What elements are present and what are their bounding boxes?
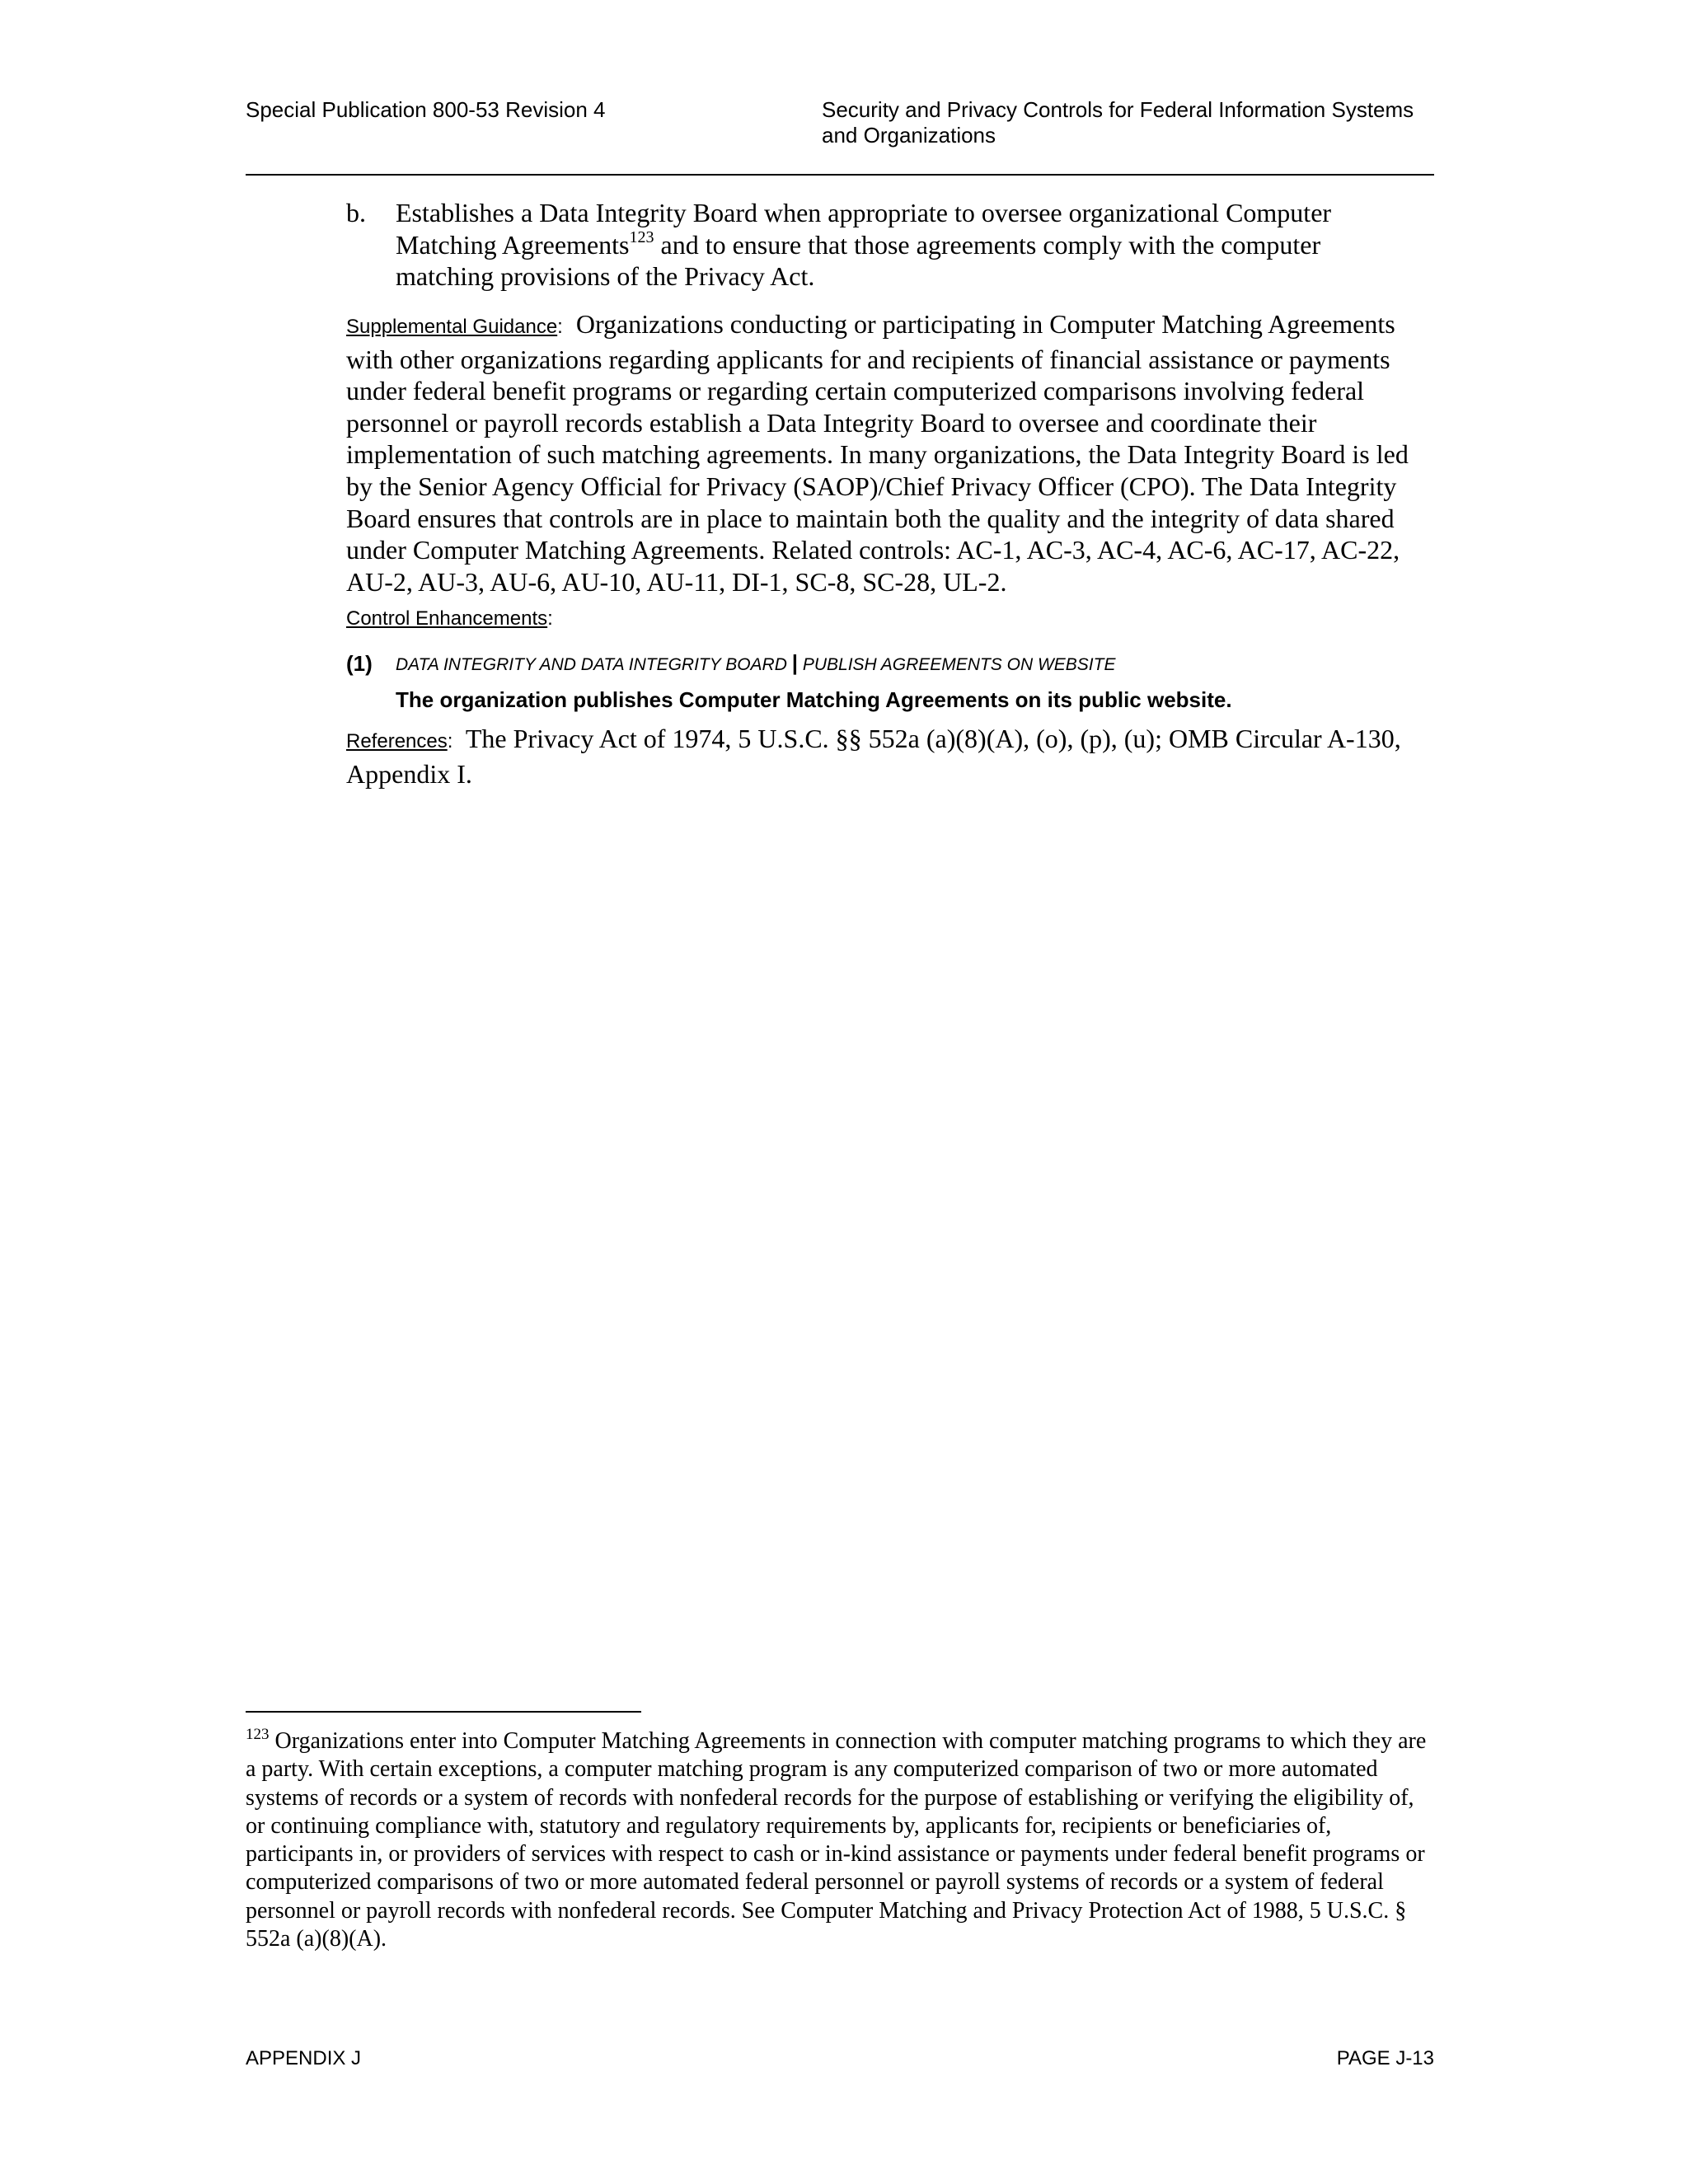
control-enhancement-1	[346, 651, 1434, 713]
item-text-part2: and to ensure that those agreements comply with the computer matching provisions of the Privacy Act.	[396, 229, 1321, 291]
enhancement-title	[396, 651, 1434, 677]
item-text-part1: Establishes a Data Integrity Board when appropriate to oversee organizational Computer Matching Agreements	[396, 198, 1332, 260]
page-number: PAGE J-13	[1336, 2047, 1434, 2069]
supplemental-guidance-text: Organizations conducting or participating in Computer Matching Agreements with other organizations regarding applicants for and recipients of financial assistance or payments under federal benefit programs or regarding certain computerized comparisons involving federal personnel or payroll records establish a Data Integrity Board to oversee and coordinate their implementation of such matching agreements. In many organizations, the Data Integrity Board is led by the Senior Agency Official for Privacy (SAOP)/Chief Privacy Officer (CPO). The Data Integrity Board ensures that controls are in place to maintain both the quality and the integrity of data shared under Computer Matching Agreements. Related controls: AC-1, AC-3, AC-4, AC-6, AC-17, AC-22, AU-2, AU-3, AU-6, AU-10, AU-11, DI-1, SC-8, SC-28, UL-2.	[346, 309, 1409, 597]
running-header-left: Special Publication 800-53 Revision 4	[246, 97, 606, 122]
control-enhancements-label: Control Enhancements	[346, 607, 548, 630]
control-enhancements-heading: Control Enhancements:	[346, 607, 553, 630]
enhancement-title-part1: DATA INTEGRITY AND DATA INTEGRITY BOARD	[396, 655, 787, 674]
item-letter: b.	[346, 198, 366, 227]
footnote-reference: 123	[629, 227, 654, 246]
enhancement-title-separator: |	[791, 650, 799, 675]
footnote-divider	[246, 1711, 641, 1713]
footnote	[246, 1727, 1437, 1953]
header-divider	[246, 174, 1434, 176]
supplemental-guidance: Supplemental Guidance: Organizations conducting or participating in Computer Matching Agreements with other organizations regarding applicants for and recipients of financial assistance or payments under federal benefit programs or regarding certain computerized comparisons involving federal personnel or payroll records establish a Data Integrity Board to oversee and coordinate their implementation of such matching agreements. In many organizations, the Data Integrity Board is led by the Senior Agency Official for Privacy (SAOP)/Chief Privacy Officer (CPO). The Data Integrity Board ensures that controls are in place to maintain both the quality and the integrity of data shared under Computer Matching Agreements. Related controls: AC-1, AC-3, AC-4, AC-6, AC-17, AC-22, AU-2, AU-3, AU-6, AU-10, AU-11, DI-1, SC-8, SC-28, UL-2.	[346, 309, 1409, 597]
running-footer-left: APPENDIX J	[246, 2047, 362, 2069]
item-text	[396, 197, 1418, 293]
supplemental-guidance-label: Supplemental Guidance	[346, 316, 558, 338]
running-header-right: Security and Privacy Controls for Federal Information Systems and Organizations	[822, 97, 1414, 148]
enhancement-title-part2: PUBLISH AGREEMENTS ON WEBSITE	[802, 655, 1116, 674]
references-text: The Privacy Act of 1974, 5 U.S.C. §§ 552a (a)(8)(A), (o), (p), (u); OMB Circular A-130, Appendix I.	[346, 724, 1401, 789]
references-label: References	[346, 730, 448, 752]
footnote-number: 123	[246, 1726, 270, 1743]
enhancement-number: (1)	[346, 651, 373, 676]
references: References: The Privacy Act of 1974, 5 U.S.C. §§ 552a (a)(8)(A), (o), (p), (u); OMB Circular A-130, Appendix I.	[346, 724, 1401, 789]
footnote-text: Organizations enter into Computer Matching Agreements in connection with computer matching programs to which they are a party. With certain exceptions, a computer matching program is any computerized comparison of two or more automated systems of records or a system of records with nonfederal records for the purpose of establishing or verifying the eligibility of, or continuing compliance with, statutory and regulatory requirements by, applicants for, recipients or beneficiaries of, participants in, or providers of services with respect to cash or in-kind assistance or payments under federal benefit programs or computerized comparisons of two or more automated federal personnel or payroll systems of records or a system of federal personnel or payroll records with nonfederal records. See Computer Matching and Privacy Protection Act of 1988, 5 U.S.C. § 552a (a)(8)(A).	[246, 1728, 1427, 1952]
control-item-b	[346, 197, 1434, 293]
enhancement-statement: The organization publishes Computer Matching Agreements on its public website.	[396, 687, 1232, 712]
